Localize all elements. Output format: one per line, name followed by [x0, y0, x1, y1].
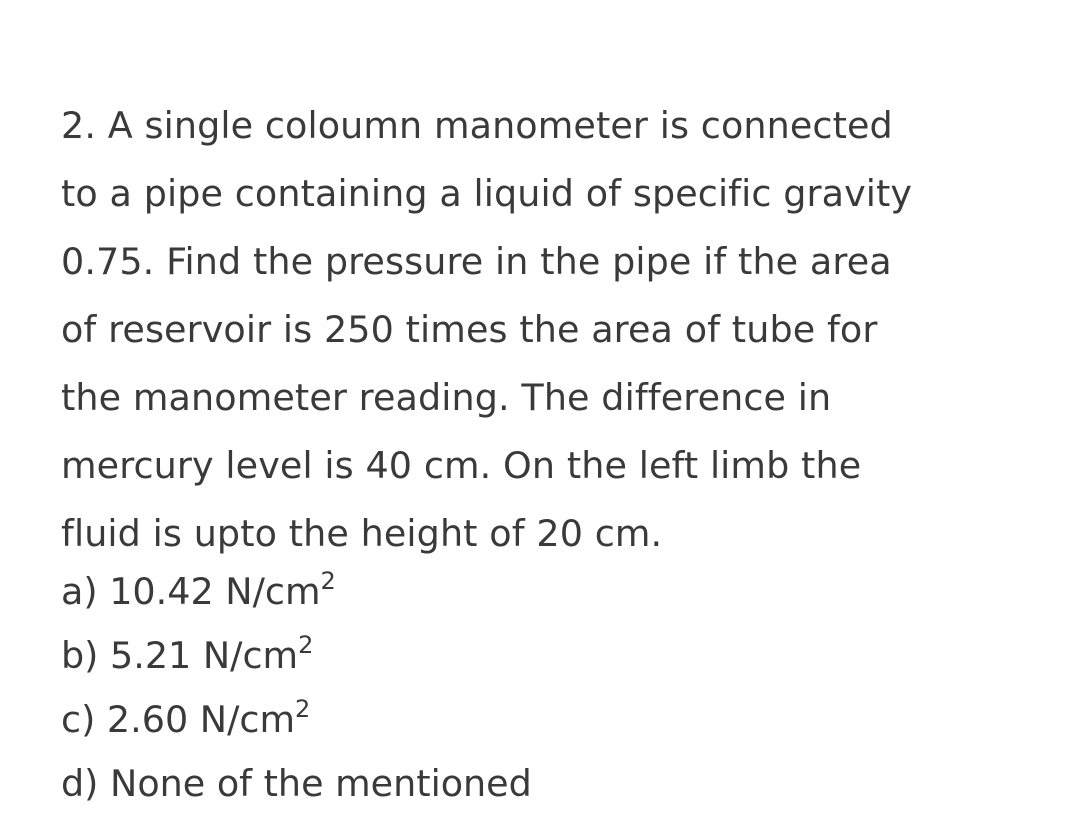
- option-b-superscript: 2: [298, 630, 314, 659]
- question-line: 2. A single coloumn manometer is connected: [61, 104, 893, 147]
- option-c-superscript: 2: [295, 694, 311, 723]
- question-line: the manometer reading. The difference in: [61, 376, 832, 419]
- question-line: of reservoir is 250 times the area of tube for: [61, 308, 878, 351]
- option-a: [61, 560, 1061, 624]
- option-c: [61, 688, 1061, 752]
- question-text: [61, 92, 1061, 568]
- question-line: 0.75. Find the pressure in the pipe if the area: [61, 240, 892, 283]
- question-line: fluid is upto the height of 20 cm.: [61, 512, 663, 555]
- option-b-label: b) 5.21 N/cm: [61, 634, 299, 677]
- option-b: [61, 624, 1061, 688]
- answer-options: [61, 560, 1061, 816]
- option-a-superscript: 2: [320, 566, 336, 595]
- option-d: [61, 752, 1061, 816]
- option-d-label: d) None of the mentioned: [61, 762, 532, 805]
- option-a-label: a) 10.42 N/cm: [61, 570, 321, 613]
- question-line: to a pipe containing a liquid of specific gravity: [61, 172, 913, 215]
- option-c-label: c) 2.60 N/cm: [61, 698, 296, 741]
- question-line: mercury level is 40 cm. On the left limb the: [61, 444, 862, 487]
- question-block: [61, 92, 1061, 816]
